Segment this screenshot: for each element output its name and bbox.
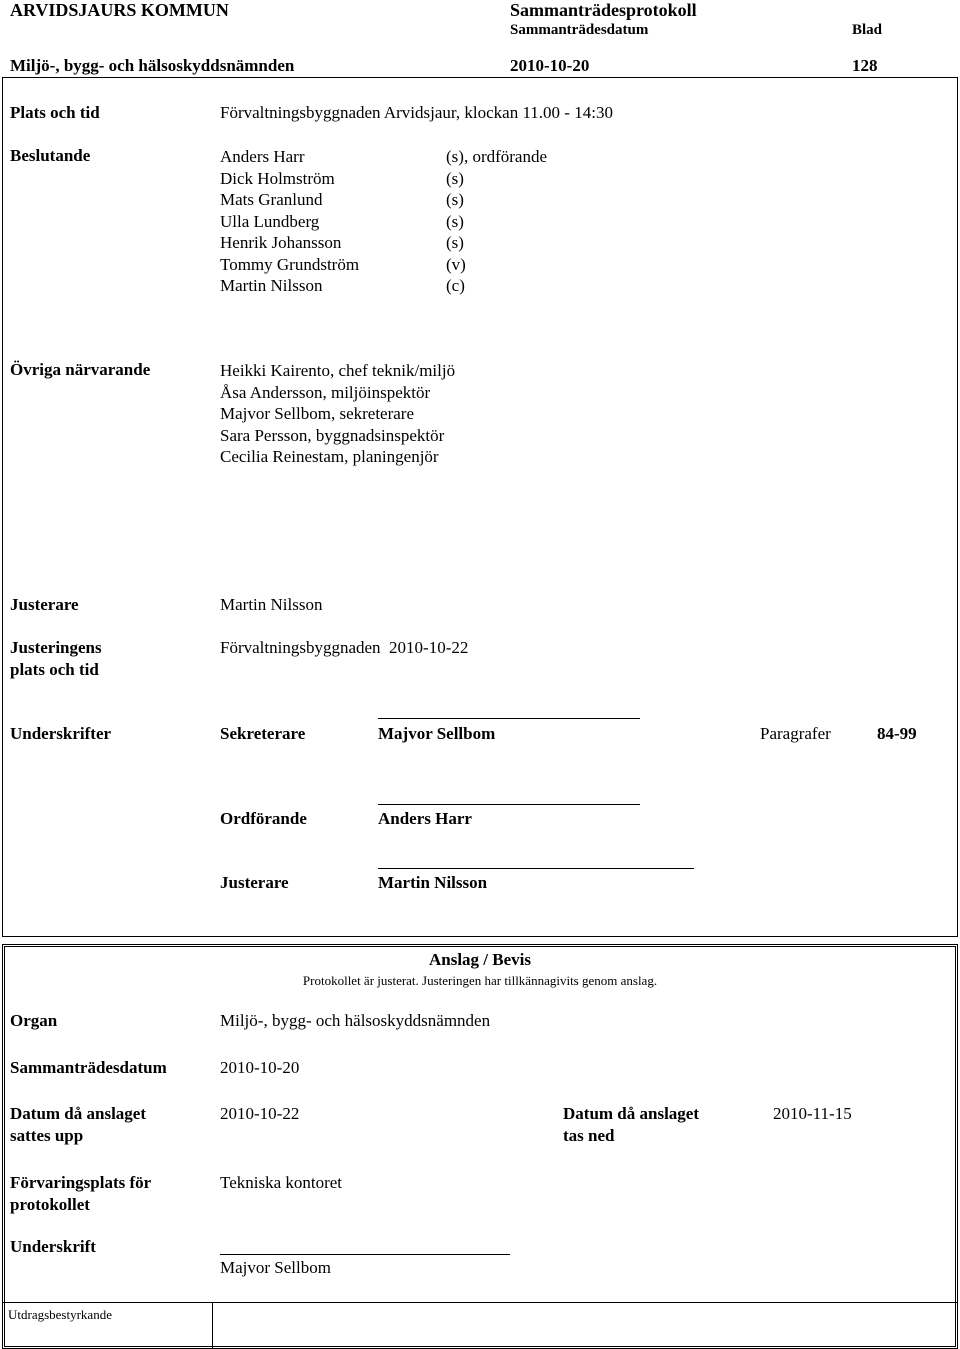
deciding-label: Beslutande [10, 146, 91, 165]
notice-box [2, 944, 958, 1349]
deciding-member-role: (s) [446, 168, 464, 188]
notice-meeting-date-label: Sammanträdesdatum [10, 1058, 167, 1077]
meeting-date: 2010-10-20 [510, 56, 590, 75]
paragraphs-label: Paragrafer [760, 724, 831, 743]
notice-title: Anslag / Bevis [428, 950, 532, 969]
notice-signature-label: Underskrift [10, 1237, 96, 1256]
signatures-label: Underskrifter [10, 724, 112, 743]
adjuster-value: Martin Nilsson [220, 595, 323, 614]
deciding-member-role: (s) [446, 233, 464, 252]
adjuster-label: Justerare [10, 595, 79, 614]
deciding-member-name: Anders Harr [220, 147, 305, 166]
deciding-member-name: Mats Granlund [220, 190, 323, 209]
extract-certification-label: Utdragsbestyrkande [8, 1307, 112, 1322]
posted-date-value: 2010-10-22 [220, 1104, 300, 1123]
deciding-member-name: Dick Holmström [220, 168, 335, 188]
storage-label-line1: Förvaringsplats för [10, 1173, 152, 1192]
deciding-member-role: (c) [446, 276, 465, 295]
adjustment-place-label-line1: Justeringens [10, 638, 102, 657]
paragraphs-value: 84-99 [877, 724, 917, 743]
adjuster-sign-label: Justerare [220, 873, 289, 892]
adjuster-signature-line [378, 868, 694, 869]
deciding-member-name: Henrik Johansson [220, 233, 342, 252]
removed-date-label-line1: Datum då anslaget [563, 1104, 700, 1123]
notice-signature-line [220, 1254, 510, 1255]
adjustment-place-value: Förvaltningsbyggnaden 2010-10-22 [220, 638, 469, 657]
present-person: Sara Persson, byggnadsinspektör [220, 425, 445, 445]
municipality-name: ARVIDSJAURS KOMMUN [10, 0, 229, 20]
secretary-label: Sekreterare [220, 724, 306, 743]
chair-name: Anders Harr [378, 809, 472, 828]
organ-value: Miljö-, bygg- och hälsoskyddsnämnden [220, 1011, 491, 1030]
organ-label: Organ [10, 1011, 58, 1030]
deciding-roles [446, 146, 547, 297]
chair-label: Ordförande [220, 809, 307, 828]
posted-date-label-line2: sattes upp [10, 1126, 84, 1145]
page-label: Blad [852, 22, 883, 38]
present-person: Majvor Sellbom, sekreterare [220, 404, 415, 423]
deciding-member-name: Martin Nilsson [220, 276, 323, 295]
present-person: Cecilia Reinestam, planingenjör [220, 447, 439, 466]
deciding-member-role: (s) [446, 190, 464, 209]
deciding-member-name: Ulla Lundberg [220, 211, 320, 231]
posted-date-label-line1: Datum då anslaget [10, 1104, 147, 1123]
notice-signature-name: Majvor Sellbom [220, 1258, 331, 1277]
secretary-name: Majvor Sellbom [378, 724, 496, 743]
deciding-names [220, 146, 359, 297]
place-time-value: Förvaltningsbyggnaden Arvidsjaur, klockan 11.00 - 14:30 [220, 103, 613, 122]
notice-meeting-date-value: 2010-10-20 [220, 1058, 300, 1077]
deciding-member-role: (v) [446, 254, 466, 274]
meeting-date-label: Sammanträdesdatum [510, 22, 649, 38]
secretary-signature-line [378, 718, 640, 719]
page-number: 128 [852, 56, 878, 75]
footer-vertical-divider [212, 1302, 213, 1349]
protocol-title: Sammanträdesprotokoll [510, 0, 697, 20]
chair-signature-line [378, 804, 640, 805]
place-time-label: Plats och tid [10, 103, 100, 122]
deciding-member-role: (s) [446, 211, 464, 231]
present-person: Åsa Andersson, miljöinspektör [220, 382, 431, 402]
deciding-member-name: Tommy Grundström [220, 254, 360, 274]
present-person: Heikki Kairento, chef teknik/miljö [220, 361, 456, 380]
adjuster-sign-name: Martin Nilsson [378, 873, 488, 892]
others-present-label: Övriga närvarande [10, 360, 151, 379]
committee-name: Miljö-, bygg- och hälsoskyddsnämnden [10, 56, 295, 75]
adjustment-place-label-line2: plats och tid [10, 660, 99, 679]
storage-value: Tekniska kontoret [220, 1173, 343, 1192]
removed-date-value: 2010-11-15 [773, 1104, 852, 1123]
storage-label-line2: protokollet [10, 1195, 90, 1214]
deciding-member-role: (s), ordförande [446, 147, 548, 166]
footer-divider [2, 1302, 958, 1303]
removed-date-label-line2: tas ned [563, 1126, 615, 1145]
notice-subtitle: Protokollet är justerat. Justeringen har tillkännagivits genom anslag. [302, 973, 658, 988]
others-present-list [220, 360, 455, 468]
